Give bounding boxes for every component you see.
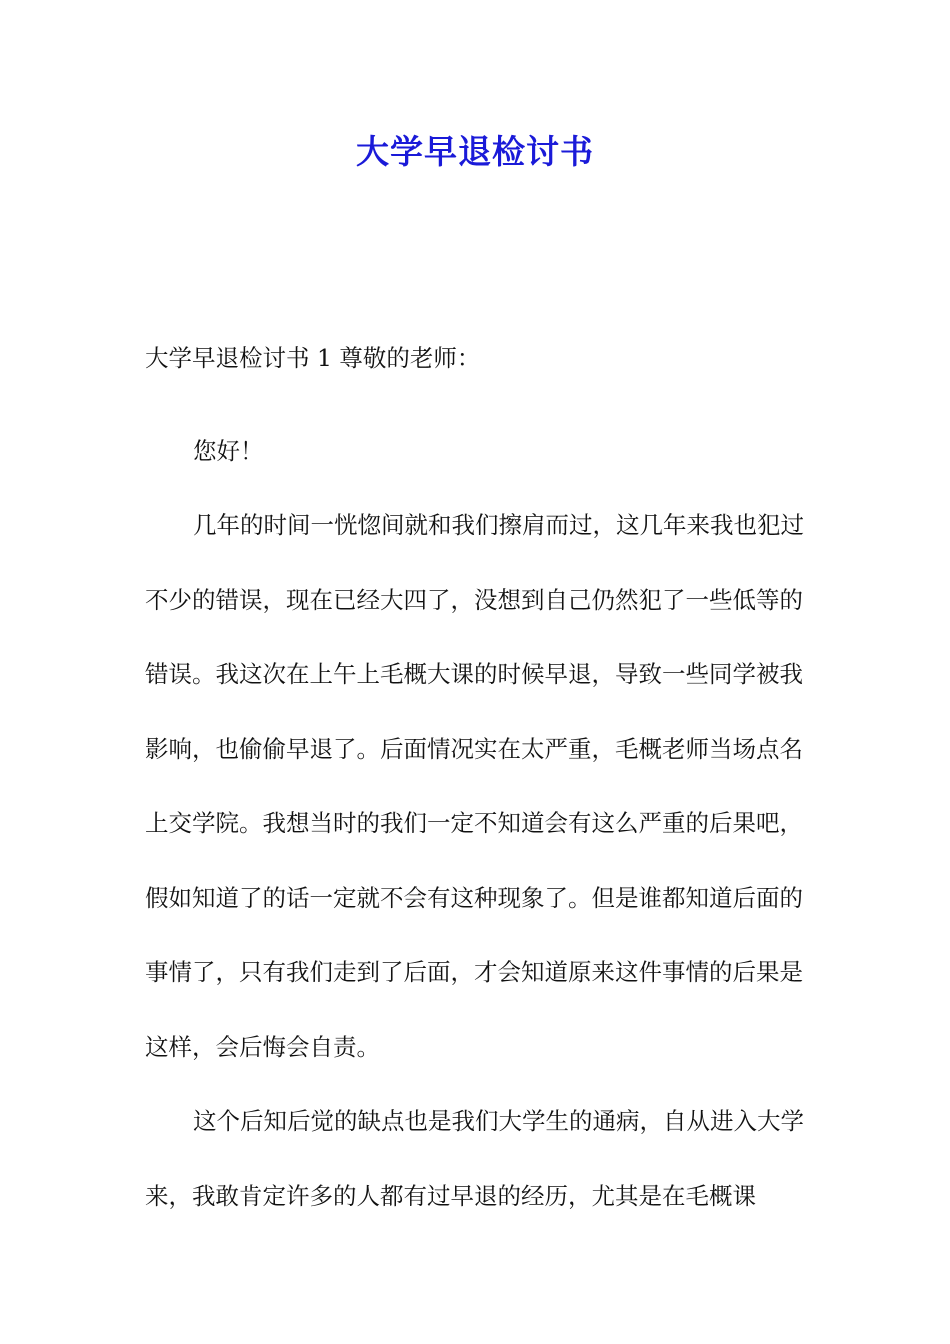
salutation-line: 大学早退检讨书 1 尊敬的老师：: [145, 344, 481, 372]
body-paragraph-1: 几年的时间一恍惚间就和我们擦肩而过，这几年来我也犯过不少的错误，现在已经大四了，没想到自己仍然犯了一些低等的错误。我这次在上午上毛概大课的时候早退，导致一些同学被我影响，也偷偷早退了。后面情况实在太严重，毛概老师当场点名上交学院。我想当时的我们一定不知道会有这么严重的后果吧，假如知道了的话一定就不会有这种现象了。但是谁都知道后面的事情了，只有我们走到了后面，才会知道原来这件事情的后果是这样，会后悔会自责。: [145, 511, 804, 1061]
document-body: [145, 340, 805, 1233]
body-paragraph-2: 这个后知后觉的缺点也是我们大学生的通病，自从进入大学来，我敢肯定许多的人都有过早退的经历，尤其是在毛概课: [145, 1107, 804, 1210]
greeting-line: 您好！: [193, 437, 264, 465]
document-title: 大学早退检讨书: [356, 132, 594, 171]
